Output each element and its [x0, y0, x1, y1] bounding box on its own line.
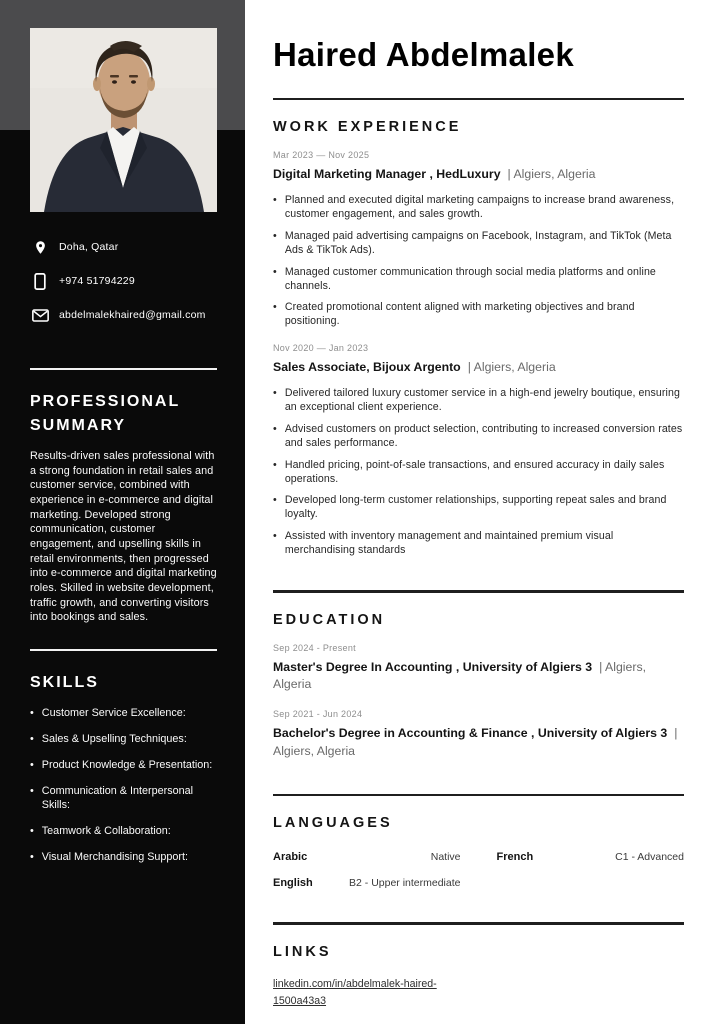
education-dates: Sep 2021 - Jun 2024 [273, 709, 363, 720]
skill-label: Communication & Interpersonal Skills: [41, 785, 194, 812]
job-entry [273, 150, 684, 328]
contact-email-text: abdelmalekhaired@gmail.com [59, 309, 206, 321]
job-role: Sales Associate, Bijoux Argento [273, 360, 461, 375]
links-list [273, 976, 684, 1011]
job-bullet-text: Created promotional content aligned with marketing objectives and brand positioning. [284, 301, 635, 328]
education-location: | Algiers, Algeria [273, 726, 678, 758]
skill-label: Customer Service Excellence: [41, 707, 186, 720]
education-degree: Bachelor's Degree in Accounting & Finance , University of Algiers 3 [273, 726, 668, 741]
job-bullet-text: Advised customers on product selection, contributing to increased conversion rates and sales performance. [284, 422, 683, 449]
bullet-icon: • [273, 494, 277, 507]
job-location: | Algiers, Algeria [467, 360, 556, 375]
job-bullet [273, 265, 684, 293]
education-degree: Master's Degree In Accounting , University of Algiers 3 [273, 659, 593, 674]
links-title: LINKS [273, 943, 332, 960]
divider-links [273, 922, 684, 925]
job-bullet-text: Delivered tailored luxury customer service in a high-end jewelry boutique, ensuring an exceptional client experience. [284, 387, 680, 414]
job-bullet [273, 386, 684, 414]
portrait-photo [30, 28, 217, 212]
education-entry [273, 709, 684, 761]
skill-item [30, 824, 217, 838]
language-name: French [496, 851, 534, 864]
bullet-icon: • [273, 194, 277, 207]
job-bullet [273, 493, 684, 521]
job-role-line [273, 359, 684, 377]
education-degree-line [273, 659, 684, 695]
skills-list [30, 706, 217, 864]
job-bullet-list [273, 386, 684, 557]
job-bullet [273, 300, 684, 328]
skill-label: Sales & Upselling Techniques: [41, 733, 187, 746]
skill-item [30, 732, 217, 746]
education-dates: Sep 2024 - Present [273, 642, 356, 653]
language-level: B2 - Upper intermediate [349, 877, 461, 890]
skill-item [30, 706, 217, 720]
language-name: English [273, 877, 313, 890]
language-name: Arabic [273, 851, 308, 864]
job-dates: Mar 2023 — Nov 2025 [273, 150, 370, 161]
job-dates: Nov 2020 — Jan 2023 [273, 343, 369, 354]
contact-location-text: Doha, Qatar [59, 241, 119, 253]
sidebar [0, 0, 245, 1024]
education-degree-line [273, 725, 684, 761]
sidebar-body [30, 368, 217, 876]
job-bullet-text: Managed customer communication through social media platforms and online channels. [284, 265, 656, 292]
bullet-icon: • [30, 707, 34, 720]
bullet-icon: • [30, 851, 34, 864]
sidebar-divider-2 [30, 649, 217, 651]
job-role-line [273, 166, 684, 184]
contact-phone-text: +974 51794229 [59, 275, 135, 287]
email-icon [31, 306, 49, 324]
language-level: Native [430, 851, 461, 864]
bullet-icon: • [273, 301, 277, 314]
bullet-icon: • [273, 422, 277, 435]
summary-text: Results-driven sales professional with a strong foundation in retail sales and customer service, combined with experience in e-commerce and digital marketing. Developed strong communication, customer engagement, and upselling skills in retail environments, then progressed into e-commerce and digital marketing roles. Skilled in website development, traffic growth, and converting visitors into bookings and sales. [30, 450, 217, 624]
job-bullet-text: Managed paid advertising campaigns on Facebook, Instagram, and TikTok (Meta Ads & TikTok Ads). [284, 229, 672, 256]
education-location: | Algiers, Algeria [273, 659, 647, 692]
work-experience-title: WORK EXPERIENCE [273, 119, 462, 136]
job-role: Digital Marketing Manager , HedLuxury [273, 167, 501, 182]
job-bullet [273, 229, 684, 257]
languages-title: LANGUAGES [273, 815, 393, 832]
divider-languages [273, 794, 684, 797]
language-item [273, 851, 461, 863]
location-pin-icon [31, 238, 49, 256]
skill-item [30, 784, 217, 812]
main-column [245, 0, 725, 1024]
linkedin-link[interactable]: linkedin.com/in/abdelmalek-haired-1500a43a3 [273, 977, 437, 1008]
contact-email [31, 306, 226, 324]
phone-icon [31, 272, 49, 290]
job-bullet [273, 193, 684, 221]
contact-info [31, 238, 226, 340]
job-bullet [273, 458, 684, 486]
job-location: | Algiers, Algeria [507, 167, 596, 182]
skill-item [30, 758, 217, 772]
job-bullet-list [273, 193, 684, 328]
bullet-icon: • [273, 387, 277, 400]
skill-label: Product Knowledge & Presentation: [41, 759, 213, 772]
job-bullet-text: Handled pricing, point-of-sale transactions, and ensured accuracy in daily sales operations. [284, 458, 665, 485]
portrait-photo-graphic [30, 28, 217, 212]
language-item [273, 877, 461, 889]
skill-label: Teamwork & Collaboration: [41, 825, 171, 838]
job-bullet-text: Planned and executed digital marketing campaigns to increase brand awareness, customer engagement, and sales growth. [284, 194, 675, 221]
language-item [497, 851, 685, 863]
candidate-name: Haired Abdelmalek [273, 36, 574, 73]
bullet-icon: • [273, 265, 277, 278]
job-bullet-text: Developed long-term customer relationships, supporting repeat sales and brand loyalty. [284, 494, 667, 521]
bullet-icon: • [30, 825, 34, 838]
languages-grid [273, 851, 684, 889]
bullet-icon: • [30, 733, 34, 746]
summary-section-title: PROFESSIONAL SUMMARY [30, 393, 180, 434]
bullet-icon: • [273, 458, 277, 471]
job-bullet-text: Assisted with inventory management and maintained premium visual merchandising standards [284, 529, 614, 556]
skills-section-title: SKILLS [30, 674, 99, 692]
bullet-icon: • [30, 759, 34, 772]
education-entry [273, 643, 684, 695]
divider-education [273, 590, 684, 593]
divider-under-name [273, 98, 684, 101]
bullet-icon: • [30, 785, 34, 798]
bullet-icon: • [273, 529, 277, 542]
bullet-icon: • [273, 229, 277, 242]
job-entry [273, 343, 684, 557]
education-title: EDUCATION [273, 611, 386, 628]
sidebar-divider-1 [30, 368, 217, 370]
job-bullet [273, 529, 684, 557]
skill-item [30, 850, 217, 864]
skill-label: Visual Merchandising Support: [41, 851, 189, 864]
contact-phone [31, 272, 226, 290]
job-bullet [273, 422, 684, 450]
contact-location [31, 238, 226, 256]
language-level: C1 - Advanced [615, 851, 684, 864]
